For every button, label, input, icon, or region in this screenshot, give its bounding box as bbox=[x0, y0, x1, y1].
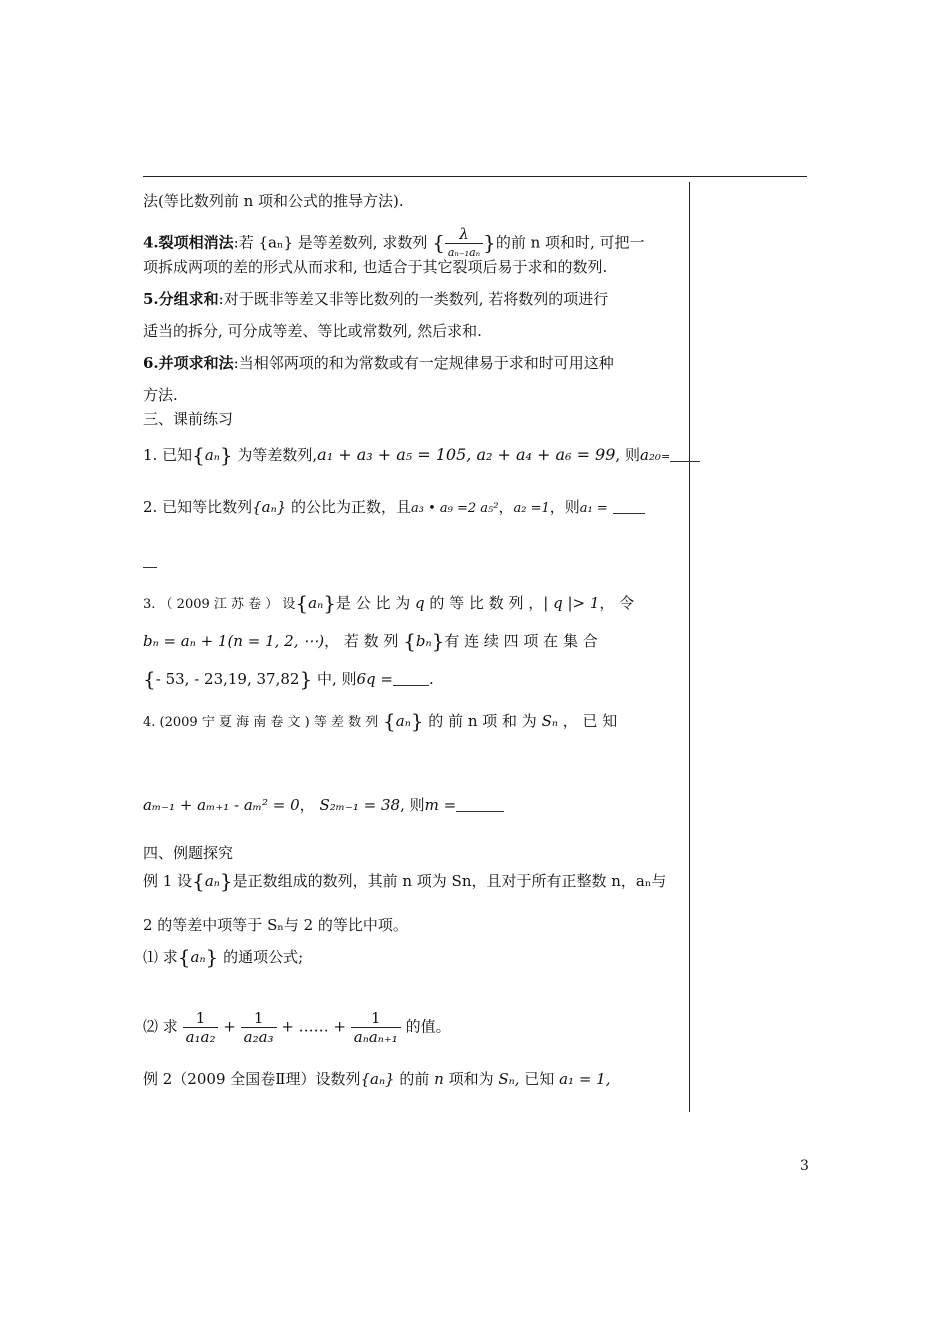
answer-blank-2[interactable] bbox=[613, 499, 645, 514]
example-1-line1: 例 1 设{aₙ}是正数组成的数列，其前 n 项为 Sn，且对于所有正整数 n，aₙ与 bbox=[143, 869, 667, 893]
example-1-line2: 2 的等差中项等于 Sₙ与 2 的等比中项。 bbox=[143, 916, 408, 934]
page-number: 3 bbox=[800, 1158, 809, 1174]
example-1-q1: ⑴ 求{aₙ} 的通项公式; bbox=[143, 945, 304, 969]
method-4-title: 4.裂项相消法 bbox=[143, 233, 234, 252]
section-heading-practice: 三、课前练习 bbox=[143, 410, 234, 428]
method-6-title: 6.并项求和法 bbox=[143, 354, 234, 372]
method-4-fraction: $\frac{\lambda}{\text{aₙ₋₁aₙ}}$ bbox=[445, 225, 483, 262]
practice-4-line2: aₘ₋₁ + aₘ₊₁ - aₘ² = 0， S₂ₘ₋₁ = 38, 则m = bbox=[143, 795, 504, 815]
column-divider bbox=[689, 182, 690, 1112]
method-4-line2: 项拆成两项的差的形式从而求和, 也适合于其它裂项后易于求和的数列. bbox=[143, 258, 608, 276]
answer-blank-4[interactable] bbox=[456, 797, 504, 812]
method-tail: 法(等比数列前 n 项和公式的推导方法). bbox=[143, 192, 404, 210]
practice-1: 1. 已知{aₙ} 为等差数列,a₁ + a₃ + a₅ = 105, a₂ + a₄ + a₆ = 99, 则a₂₀= bbox=[143, 445, 700, 467]
answer-blank-3[interactable] bbox=[393, 671, 429, 686]
section-heading-examples: 四、例题探究 bbox=[143, 844, 234, 862]
answer-blank-2-continued[interactable] bbox=[143, 551, 157, 571]
practice-3-line1: 3. （ 2009 江 苏 卷 ） 设{aₙ}是 公 比 为 q 的 等 比 数 列 ，| q |> 1， 令 bbox=[143, 591, 635, 615]
example-1-fraction-1: $\frac{1}{\text{a₁a₂}}$ bbox=[183, 1009, 219, 1046]
method-4-line1: 4.裂项相消法:若 {aₙ} 是等差数列, 求数列 { $\frac{\lambda}{\text{aₙ₋₁aₙ}}$ }的前 n 项和时, 可把一 bbox=[143, 225, 645, 262]
method-6-line2: 方法. bbox=[143, 386, 178, 404]
example-1-fraction-2: $\frac{1}{\text{a₂a₃}}$ bbox=[241, 1009, 277, 1046]
example-1-fraction-n: $\frac{1}{\text{aₙaₙ₊₁}}$ bbox=[351, 1009, 401, 1046]
practice-2: 2. 已知等比数列{aₙ} 的公比为正数，且a₃ • a₉ =2 a₅²，a₂ =1，则a₁ = bbox=[143, 497, 645, 519]
header-rule bbox=[143, 176, 807, 177]
example-1-q2: ⑵ 求 $\frac{1}{\text{a₁a₂}}$ + $\frac{1}{\text{a₂a₃}}$ + …… + $\frac{1}{\text{aₙaₙ₊₁}}$ 的值。 bbox=[143, 1009, 451, 1046]
practice-3-line3: {- 53, - 23,19, 37,82} 中, 则6q = . bbox=[143, 667, 434, 691]
method-5-title: 5.分组求和 bbox=[143, 290, 219, 308]
practice-3-line2: bₙ = aₙ + 1(n = 1, 2, ⋯)， 若 数 列 {bₙ}有 连 续 四 项 在 集 合 bbox=[143, 629, 598, 653]
method-5-line1: 5.分组求和:对于既非等差又非等比数列的一类数列, 若将数列的项进行 bbox=[143, 290, 609, 308]
method-6-line1: 6.并项求和法:当相邻两项的和为常数或有一定规律易于求和时可用这种 bbox=[143, 354, 614, 372]
practice-4-line1: 4. (2009 宁 夏 海 南 卷 文 ) 等 差 数 列 {aₙ} 的 前 n 项 和 为 Sₙ ， 已 知 bbox=[143, 709, 618, 733]
example-2-line1: 例 2（2009 全国卷Ⅱ理）设数列{aₙ} 的前 n 项和为 Sₙ, 已知 a₁ = 1, bbox=[143, 1070, 611, 1088]
answer-blank-1[interactable] bbox=[670, 447, 700, 462]
method-5-line2: 适当的拆分, 可分成等差、等比或常数列, 然后求和. bbox=[143, 322, 482, 340]
